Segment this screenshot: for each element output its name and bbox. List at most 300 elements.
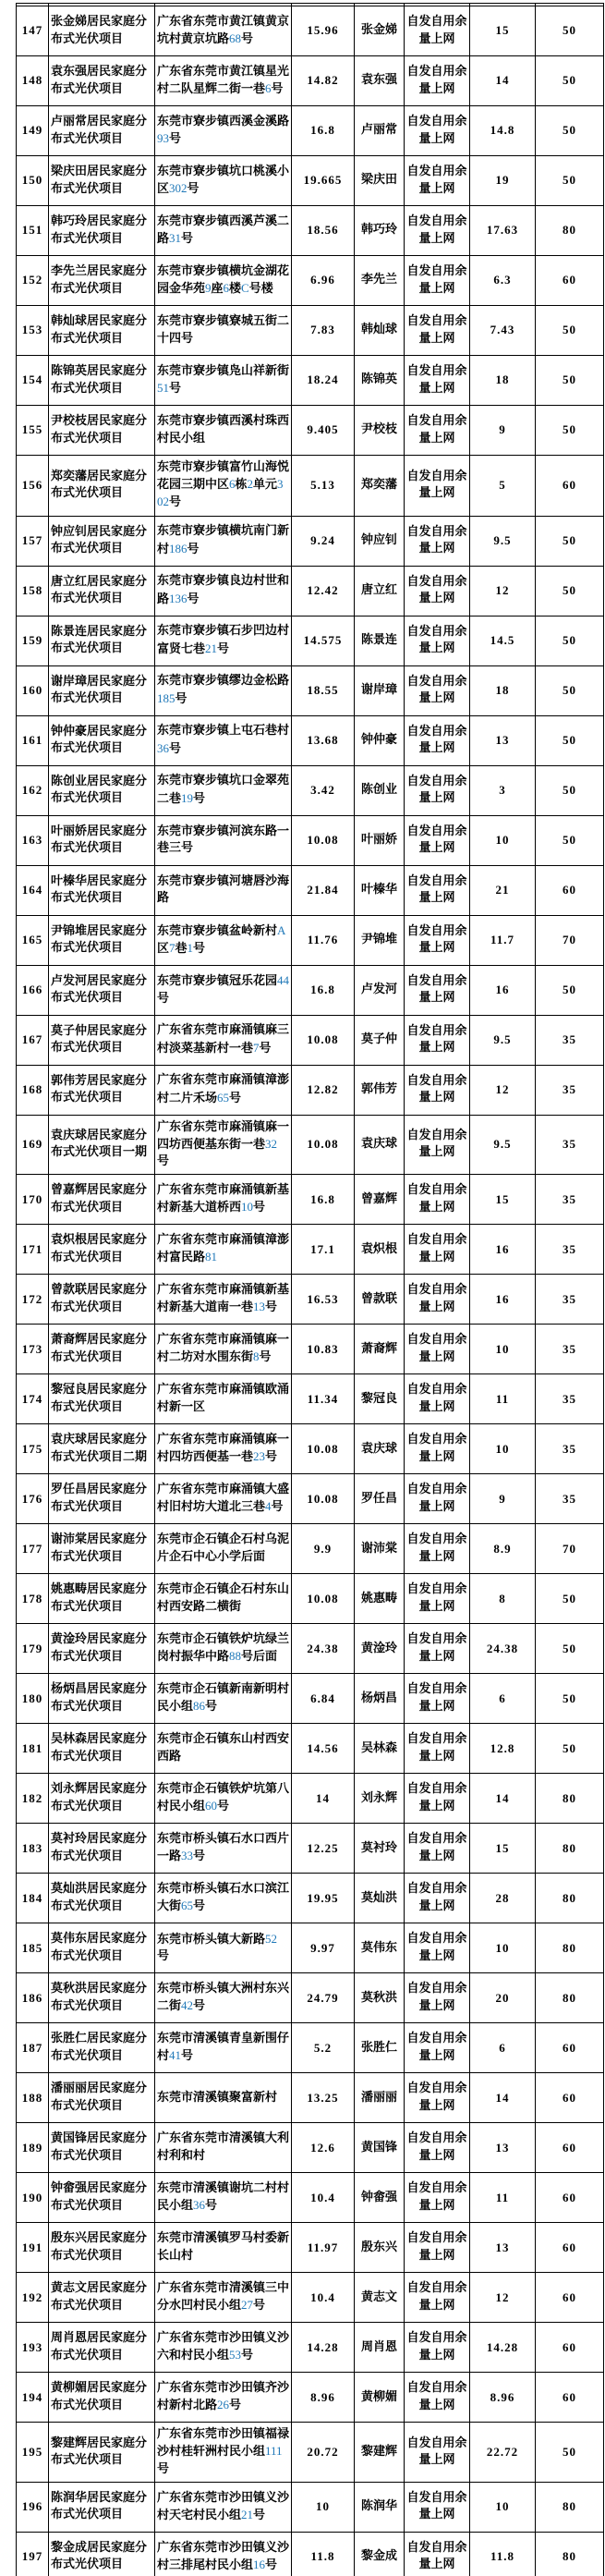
table-row	[17, 156, 604, 206]
address-cell: 东莞市桥头镇大新路52号	[155, 1923, 292, 1973]
project-name-cell: 陈润华居民家庭分布式光伏项目	[49, 2482, 155, 2532]
owner-name-cell: 唐立红	[355, 566, 405, 616]
row-number-cell: 172	[17, 1275, 49, 1325]
capacity-cell: 10.83	[292, 1325, 355, 1374]
consumption-mode-cell: 自发自用余量上网	[405, 1115, 470, 1175]
address-number: 44	[277, 973, 290, 988]
metric1-cell: 7.43	[470, 306, 536, 356]
consumption-mode-cell: 自发自用余量上网	[405, 1874, 470, 1923]
address-cell: 广东省东莞市黄江镇星光村二队星辉二街一巷6号	[155, 56, 292, 106]
metric2-cell: 80	[536, 2532, 604, 2576]
capacity-cell: 9.9	[292, 1524, 355, 1574]
metric2-cell: 50	[536, 306, 604, 356]
table-row	[17, 665, 604, 715]
metric2-cell: 60	[536, 2323, 604, 2373]
address-number: 21	[241, 2507, 254, 2521]
table-row	[17, 206, 604, 256]
table-row	[17, 765, 604, 815]
row-number-cell: 191	[17, 2223, 49, 2273]
owner-name-cell: 莫子仲	[355, 1015, 405, 1065]
table-row	[17, 915, 604, 965]
row-number-cell: 196	[17, 2482, 49, 2532]
address-number: 31	[169, 231, 182, 245]
metric2-cell: 60	[536, 2073, 604, 2123]
row-number-cell: 178	[17, 1574, 49, 1624]
owner-name-cell: 莫秋洪	[355, 1973, 405, 2023]
address-cell: 广东省东莞市麻涌镇欧涌村新一区	[155, 1374, 292, 1424]
address-number: 41	[169, 2048, 182, 2063]
project-name-cell: 黎金成居民家庭分布式光伏项目	[49, 2532, 155, 2576]
table-row	[17, 6, 604, 56]
metric2-cell: 50	[536, 1574, 604, 1624]
owner-name-cell: 陈创业	[355, 765, 405, 815]
capacity-cell: 11.76	[292, 915, 355, 965]
project-name-cell: 萧裔辉居民家庭分布式光伏项目	[49, 1325, 155, 1374]
address-number: 16	[253, 2557, 266, 2571]
row-number-cell: 153	[17, 306, 49, 356]
table-row	[17, 2273, 604, 2323]
address-cell: 东莞市桥头镇石水口西片一路33号	[155, 1824, 292, 1874]
consumption-mode-cell: 自发自用余量上网	[405, 2532, 470, 2576]
row-number-cell: 169	[17, 1115, 49, 1175]
project-name-cell: 钟畲强居民家庭分布式光伏项目	[49, 2173, 155, 2223]
consumption-mode-cell: 自发自用余量上网	[405, 1724, 470, 1774]
table-row	[17, 2373, 604, 2423]
address-number: 21	[205, 641, 218, 655]
metric2-cell: 35	[536, 1325, 604, 1374]
owner-name-cell: 罗任昌	[355, 1474, 405, 1524]
row-number-cell: 155	[17, 406, 49, 456]
consumption-mode-cell: 自发自用余量上网	[405, 616, 470, 665]
metric1-cell: 12	[470, 2273, 536, 2323]
address-cell: 广东省东莞市麻涌镇麻一四坊西便基东街一巷32号	[155, 1115, 292, 1175]
metric2-cell: 50	[536, 665, 604, 715]
metric2-cell: 60	[536, 2023, 604, 2073]
address-number: 6	[265, 81, 272, 95]
table-row	[17, 306, 604, 356]
project-name-cell: 韩巧玲居民家庭分布式光伏项目	[49, 206, 155, 256]
address-cell: 东莞市清溪镇罗马村委新长山村	[155, 2223, 292, 2273]
consumption-mode-cell: 自发自用余量上网	[405, 665, 470, 715]
address-cell: 广东省东莞市沙田镇义沙六和村民小组53号	[155, 2323, 292, 2373]
row-number-cell: 160	[17, 665, 49, 715]
address-number: 53	[229, 2348, 242, 2362]
address-number: 13	[253, 1300, 266, 1314]
owner-name-cell: 李先兰	[355, 256, 405, 306]
metric1-cell: 13	[470, 715, 536, 765]
address-cell: 东莞市清溪镇聚富新村	[155, 2073, 292, 2123]
project-name-cell: 张胜仁居民家庭分布式光伏项目	[49, 2023, 155, 2073]
row-number-cell: 173	[17, 1325, 49, 1374]
address-cell: 广东省东莞市沙田镇齐沙村新村北路26号	[155, 2373, 292, 2423]
metric1-cell: 9	[470, 406, 536, 456]
project-name-cell: 谢岸璋居民家庭分布式光伏项目	[49, 665, 155, 715]
address-cell: 广东省东莞市沙田镇福禄沙村桂轩洲村民小组111号	[155, 2423, 292, 2483]
capacity-cell: 12.42	[292, 566, 355, 616]
metric1-cell: 12	[470, 1065, 536, 1115]
table-row	[17, 516, 604, 566]
metric1-cell: 8	[470, 1574, 536, 1624]
project-name-cell: 曾款联居民家庭分布式光伏项目	[49, 1275, 155, 1325]
row-number-cell: 192	[17, 2273, 49, 2323]
consumption-mode-cell: 自发自用余量上网	[405, 1574, 470, 1624]
address-cell: 东莞市寮步镇坑口桃溪小区302号	[155, 156, 292, 206]
metric2-cell: 50	[536, 156, 604, 206]
metric1-cell: 21	[470, 865, 536, 915]
row-number-cell: 152	[17, 256, 49, 306]
consumption-mode-cell: 自发自用余量上网	[405, 2323, 470, 2373]
owner-name-cell: 钟仲豪	[355, 715, 405, 765]
table-row	[17, 406, 604, 456]
table-row	[17, 106, 604, 156]
metric1-cell: 13	[470, 2223, 536, 2273]
address-cell: 广东省东莞市麻涌镇漳澎村富民路81	[155, 1225, 292, 1275]
metric1-cell: 17.63	[470, 206, 536, 256]
address-cell: 东莞市寮步镇横坑金湖花园金华苑9座6楼C号楼	[155, 256, 292, 306]
table-body	[17, 4, 604, 2576]
table-row	[17, 616, 604, 665]
address-number: 302	[169, 181, 188, 195]
address-cell: 东莞市寮步镇上屯石巷村36号	[155, 715, 292, 765]
consumption-mode-cell: 自发自用余量上网	[405, 456, 470, 517]
consumption-mode-cell: 自发自用余量上网	[405, 306, 470, 356]
address-number: 2	[247, 477, 254, 492]
address-cell: 东莞市寮步镇缪边金松路185号	[155, 665, 292, 715]
project-name-cell: 钟仲豪居民家庭分布式光伏项目	[49, 715, 155, 765]
address-number: 185	[157, 690, 175, 705]
address-number: A	[277, 922, 286, 937]
metric1-cell: 9.5	[470, 516, 536, 566]
address-number: 33	[181, 1849, 194, 1863]
metric2-cell: 35	[536, 1275, 604, 1325]
project-name-cell: 钟应钊居民家庭分布式光伏项目	[49, 516, 155, 566]
address-number: 65	[181, 1898, 194, 1913]
metric1-cell: 11	[470, 2173, 536, 2223]
address-cell: 东莞市企石镇铁炉坑第八村民小组60号	[155, 1774, 292, 1824]
metric2-cell: 70	[536, 1524, 604, 1574]
capacity-cell: 9.97	[292, 1923, 355, 1973]
table-row	[17, 1325, 604, 1374]
address-cell: 广东省东莞市麻涌镇大盛村旧村坊大道北三巷4号	[155, 1474, 292, 1524]
row-number-cell: 151	[17, 206, 49, 256]
metric1-cell: 15	[470, 6, 536, 56]
consumption-mode-cell: 自发自用余量上网	[405, 256, 470, 306]
consumption-mode-cell: 自发自用余量上网	[405, 815, 470, 865]
project-name-cell: 吴林森居民家庭分布式光伏项目	[49, 1724, 155, 1774]
address-cell: 东莞市寮步镇凫山祥新街51号	[155, 356, 292, 406]
metric1-cell: 9.5	[470, 1015, 536, 1065]
capacity-cell: 14.575	[292, 616, 355, 665]
row-number-cell: 162	[17, 765, 49, 815]
metric1-cell: 11	[470, 1374, 536, 1424]
metric2-cell: 35	[536, 1374, 604, 1424]
table-row	[17, 1574, 604, 1624]
project-name-cell: 杨炳昌居民家庭分布式光伏项目	[49, 1674, 155, 1724]
consumption-mode-cell: 自发自用余量上网	[405, 516, 470, 566]
row-number-cell: 189	[17, 2123, 49, 2173]
row-number-cell: 168	[17, 1065, 49, 1115]
capacity-cell: 9.405	[292, 406, 355, 456]
consumption-mode-cell: 自发自用余量上网	[405, 2073, 470, 2123]
consumption-mode-cell: 自发自用余量上网	[405, 965, 470, 1015]
table-row	[17, 1275, 604, 1325]
metric2-cell: 80	[536, 206, 604, 256]
capacity-cell: 14.28	[292, 2323, 355, 2373]
metric1-cell: 13	[470, 2123, 536, 2173]
address-number: 36	[193, 2198, 206, 2213]
row-number-cell: 174	[17, 1374, 49, 1424]
address-cell: 东莞市清溪镇谢坑二村村民小组36号	[155, 2173, 292, 2223]
table-row	[17, 1973, 604, 2023]
project-name-cell: 袁炽根居民家庭分布式光伏项目	[49, 1225, 155, 1275]
metric1-cell: 16	[470, 965, 536, 1015]
consumption-mode-cell: 自发自用余量上网	[405, 1973, 470, 2023]
consumption-mode-cell: 自发自用余量上网	[405, 1624, 470, 1674]
metric2-cell: 50	[536, 566, 604, 616]
row-number-cell: 188	[17, 2073, 49, 2123]
address-number: 81	[205, 1250, 218, 1264]
metric2-cell: 50	[536, 6, 604, 56]
metric2-cell: 60	[536, 2223, 604, 2273]
table-row	[17, 2173, 604, 2223]
address-cell: 广东省东莞市麻涌镇漳澎村二片禾场65号	[155, 1065, 292, 1115]
row-number-cell: 194	[17, 2373, 49, 2423]
owner-name-cell: 陈锦英	[355, 356, 405, 406]
consumption-mode-cell: 自发自用余量上网	[405, 2023, 470, 2073]
table-row	[17, 1175, 604, 1225]
address-number: 88	[229, 1649, 242, 1664]
address-cell: 东莞市寮步镇西溪村珠西村民小组	[155, 406, 292, 456]
address-cell: 广东省东莞市麻涌镇麻三村淡菜基新村一巷7号	[155, 1015, 292, 1065]
consumption-mode-cell: 自发自用余量上网	[405, 1175, 470, 1225]
metric1-cell: 5	[470, 456, 536, 517]
metric1-cell: 14.28	[470, 2323, 536, 2373]
address-cell: 东莞市企石镇企石村东山村西安路二横街	[155, 1574, 292, 1624]
project-name-cell: 梁庆田居民家庭分布式光伏项目	[49, 156, 155, 206]
consumption-mode-cell: 自发自用余量上网	[405, 1824, 470, 1874]
address-cell: 广东省东莞市清溪镇三中分水凹村民小组27号	[155, 2273, 292, 2323]
consumption-mode-cell: 自发自用余量上网	[405, 566, 470, 616]
row-number-cell: 154	[17, 356, 49, 406]
address-number: 36	[157, 740, 169, 755]
table-row	[17, 456, 604, 517]
owner-name-cell: 尹锦堆	[355, 915, 405, 965]
metric1-cell: 19	[470, 156, 536, 206]
table-row	[17, 815, 604, 865]
capacity-cell: 12.6	[292, 2123, 355, 2173]
consumption-mode-cell: 自发自用余量上网	[405, 865, 470, 915]
row-number-cell: 177	[17, 1524, 49, 1574]
project-name-cell: 黄柳媚居民家庭分布式光伏项目	[49, 2373, 155, 2423]
address-cell: 广东省东莞市沙田镇义沙村三排尾村民小组16号	[155, 2532, 292, 2576]
capacity-cell: 8.96	[292, 2373, 355, 2423]
row-number-cell: 180	[17, 1674, 49, 1724]
row-number-cell: 157	[17, 516, 49, 566]
row-number-cell: 167	[17, 1015, 49, 1065]
metric2-cell: 50	[536, 406, 604, 456]
capacity-cell: 10.08	[292, 1115, 355, 1175]
capacity-cell: 10.08	[292, 815, 355, 865]
owner-name-cell: 张金娣	[355, 6, 405, 56]
metric2-cell: 50	[536, 616, 604, 665]
address-number: 6	[229, 477, 236, 492]
project-name-cell: 张金娣居民家庭分布式光伏项目	[49, 6, 155, 56]
metric2-cell: 50	[536, 56, 604, 106]
metric2-cell: 35	[536, 1424, 604, 1474]
owner-name-cell: 莫灿洪	[355, 1874, 405, 1923]
table-row	[17, 865, 604, 915]
row-number-cell: 150	[17, 156, 49, 206]
capacity-cell: 10.08	[292, 1574, 355, 1624]
metric2-cell: 80	[536, 2482, 604, 2532]
row-number-cell: 182	[17, 1774, 49, 1824]
table-row	[17, 1225, 604, 1275]
consumption-mode-cell: 自发自用余量上网	[405, 1374, 470, 1424]
address-cell: 东莞市寮步镇冠乐花园44号	[155, 965, 292, 1015]
capacity-cell: 10.08	[292, 1015, 355, 1065]
project-name-cell: 叶丽娇居民家庭分布式光伏项目	[49, 815, 155, 865]
capacity-cell: 17.1	[292, 1225, 355, 1275]
project-name-cell: 莫秋洪居民家庭分布式光伏项目	[49, 1973, 155, 2023]
metric1-cell: 6	[470, 2023, 536, 2073]
owner-name-cell: 钟畲强	[355, 2173, 405, 2223]
address-number: 26	[217, 2398, 230, 2412]
metric1-cell: 28	[470, 1874, 536, 1923]
row-number-cell: 171	[17, 1225, 49, 1275]
row-number-cell: 195	[17, 2423, 49, 2483]
capacity-cell: 6.96	[292, 256, 355, 306]
project-name-cell: 罗任昌居民家庭分布式光伏项目	[49, 1474, 155, 1524]
project-name-cell: 莫伟东居民家庭分布式光伏项目	[49, 1923, 155, 1973]
metric2-cell: 60	[536, 865, 604, 915]
table-row	[17, 1923, 604, 1973]
row-number-cell: 170	[17, 1175, 49, 1225]
metric1-cell: 16	[470, 1225, 536, 1275]
table-row	[17, 1115, 604, 1175]
metric2-cell: 35	[536, 1065, 604, 1115]
consumption-mode-cell: 自发自用余量上网	[405, 2423, 470, 2483]
project-name-cell: 谢沛棠居民家庭分布式光伏项目	[49, 1524, 155, 1574]
row-number-cell: 181	[17, 1724, 49, 1774]
table-row	[17, 256, 604, 306]
consumption-mode-cell: 自发自用余量上网	[405, 2123, 470, 2173]
capacity-cell: 6.84	[292, 1674, 355, 1724]
owner-name-cell: 袁东强	[355, 56, 405, 106]
capacity-cell: 16.53	[292, 1275, 355, 1325]
project-name-cell: 黎建辉居民家庭分布式光伏项目	[49, 2423, 155, 2483]
address-cell: 东莞市企石镇东山村西安西路	[155, 1724, 292, 1774]
metric2-cell: 80	[536, 1973, 604, 2023]
address-number: 4	[265, 1499, 272, 1514]
table-row	[17, 1774, 604, 1824]
consumption-mode-cell: 自发自用余量上网	[405, 1065, 470, 1115]
owner-name-cell: 萧裔辉	[355, 1325, 405, 1374]
table-row	[17, 1524, 604, 1574]
project-name-cell: 姚惠畴居民家庭分布式光伏项目	[49, 1574, 155, 1624]
metric1-cell: 9	[470, 1474, 536, 1524]
address-cell: 广东省东莞市麻涌镇麻一村四坊西便基一巷23号	[155, 1424, 292, 1474]
address-cell: 广东省东莞市麻涌镇新基村新基大道南一巷13号	[155, 1275, 292, 1325]
owner-name-cell: 殷东兴	[355, 2223, 405, 2273]
consumption-mode-cell: 自发自用余量上网	[405, 106, 470, 156]
address-number: 6	[223, 281, 230, 295]
address-number: 111	[265, 2444, 283, 2459]
metric1-cell: 9.5	[470, 1115, 536, 1175]
row-number-cell: 197	[17, 2532, 49, 2576]
project-name-cell: 袁庆球居民家庭分布式光伏项目一期	[49, 1115, 155, 1175]
metric2-cell: 60	[536, 2273, 604, 2323]
metric2-cell: 60	[536, 2373, 604, 2423]
owner-name-cell: 袁庆球	[355, 1424, 405, 1474]
metric1-cell: 14.8	[470, 106, 536, 156]
address-cell: 广东省东莞市麻涌镇麻一村二坊对水围东街8号	[155, 1325, 292, 1374]
address-cell: 东莞市寮步镇良边村世和路136号	[155, 566, 292, 616]
metric2-cell: 50	[536, 1674, 604, 1724]
metric2-cell: 50	[536, 1724, 604, 1774]
capacity-cell: 18.24	[292, 356, 355, 406]
consumption-mode-cell: 自发自用余量上网	[405, 2173, 470, 2223]
capacity-cell: 18.56	[292, 206, 355, 256]
owner-name-cell: 吴林森	[355, 1724, 405, 1774]
consumption-mode-cell: 自发自用余量上网	[405, 2482, 470, 2532]
metric2-cell: 35	[536, 1115, 604, 1175]
owner-name-cell: 姚惠畴	[355, 1574, 405, 1624]
owner-name-cell: 黎金成	[355, 2532, 405, 2576]
metric1-cell: 10	[470, 1923, 536, 1973]
metric1-cell: 3	[470, 765, 536, 815]
owner-name-cell: 陈景连	[355, 616, 405, 665]
capacity-cell: 16.8	[292, 106, 355, 156]
owner-name-cell: 莫伟东	[355, 1923, 405, 1973]
project-name-cell: 曾嘉辉居民家庭分布式光伏项目	[49, 1175, 155, 1225]
capacity-cell: 16.8	[292, 965, 355, 1015]
row-number-cell: 148	[17, 56, 49, 106]
metric2-cell: 60	[536, 2173, 604, 2223]
owner-name-cell: 黄淦玲	[355, 1624, 405, 1674]
project-name-cell: 莫衬玲居民家庭分布式光伏项目	[49, 1824, 155, 1874]
metric2-cell: 50	[536, 1624, 604, 1674]
address-number: 65	[217, 1090, 230, 1105]
address-cell: 东莞市寮步镇石步凹边村富贤七巷21号	[155, 616, 292, 665]
capacity-cell: 20.72	[292, 2423, 355, 2483]
table-row	[17, 1724, 604, 1774]
metric1-cell: 16	[470, 1275, 536, 1325]
owner-name-cell: 袁庆球	[355, 1115, 405, 1175]
table-row	[17, 2023, 604, 2073]
address-cell: 东莞市寮步镇盆岭新村A区7巷1号	[155, 915, 292, 965]
table-row	[17, 715, 604, 765]
consumption-mode-cell: 自发自用余量上网	[405, 356, 470, 406]
table-row	[17, 566, 604, 616]
owner-name-cell: 张胜仁	[355, 2023, 405, 2073]
metric1-cell: 22.72	[470, 2423, 536, 2483]
metric1-cell: 10	[470, 2482, 536, 2532]
address-number: 136	[169, 591, 188, 605]
metric1-cell: 18	[470, 665, 536, 715]
metric2-cell: 80	[536, 1874, 604, 1923]
row-number-cell: 185	[17, 1923, 49, 1973]
address-number: C	[241, 281, 249, 295]
capacity-cell: 18.55	[292, 665, 355, 715]
owner-name-cell: 韩巧玲	[355, 206, 405, 256]
consumption-mode-cell: 自发自用余量上网	[405, 2273, 470, 2323]
consumption-mode-cell: 自发自用余量上网	[405, 1774, 470, 1824]
capacity-cell: 11.97	[292, 2223, 355, 2273]
address-number: 302	[157, 477, 284, 509]
consumption-mode-cell: 自发自用余量上网	[405, 1923, 470, 1973]
metric2-cell: 50	[536, 765, 604, 815]
metric2-cell: 80	[536, 1923, 604, 1973]
